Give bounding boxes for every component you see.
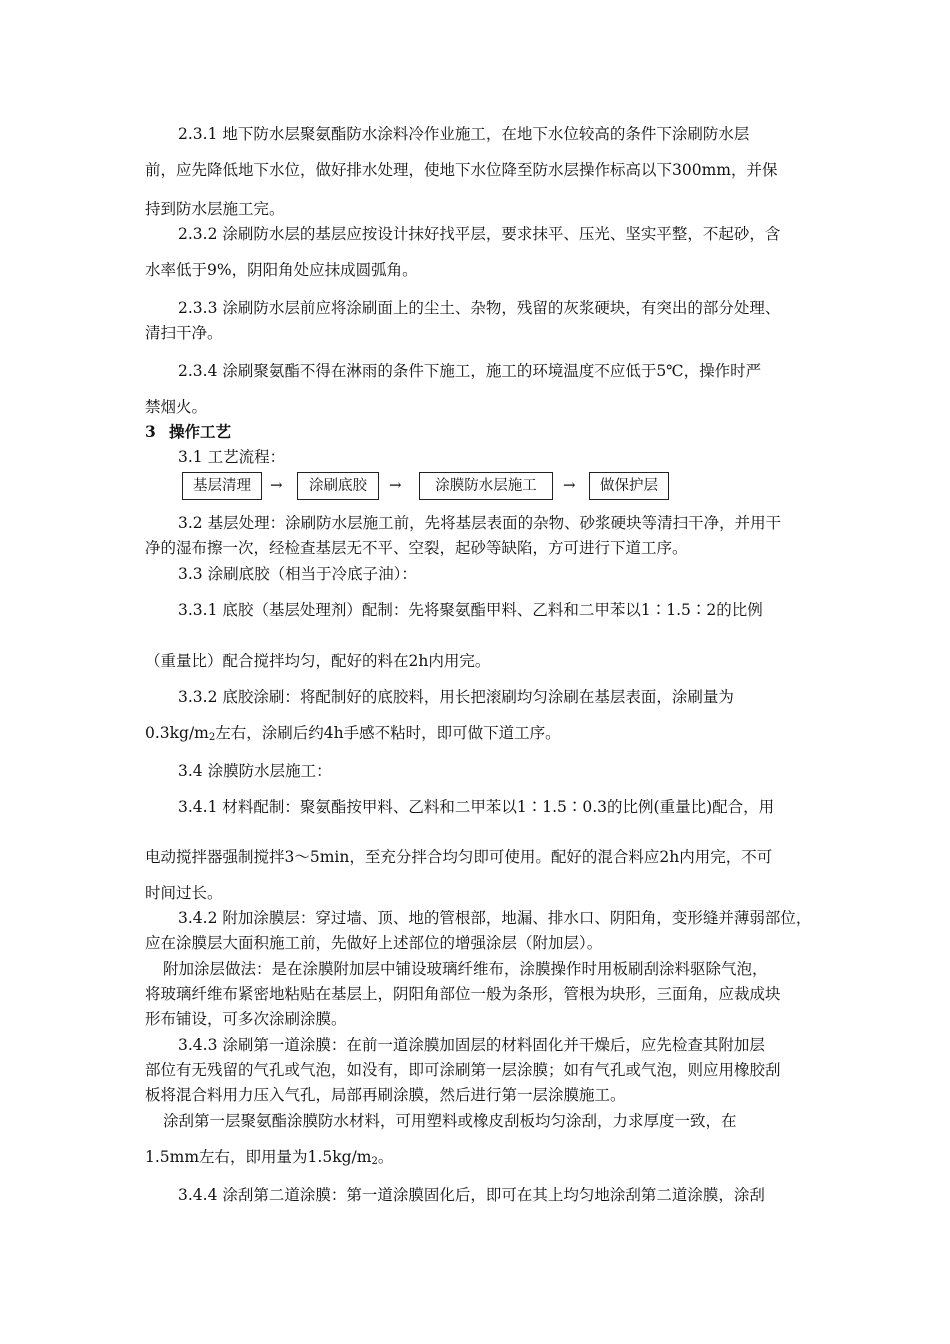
para-3-4-2-line2: 应在涂膜层大面积施工前，先做好上述部位的增强涂层（附加层）。 xyxy=(145,934,603,952)
para-attach-line2: 将玻璃纤维布紧密地粘贴在基层上，阴阳角部位一般为条形，管根为块形，三面角，应裁成块 xyxy=(145,985,781,1003)
para-3-3-1-line2: （重量比）配合搅拌均匀，配好的料在2h内用完。 xyxy=(145,652,491,670)
para-2-3-2-line2: 水率低于9%，阴阳角处应抹成圆弧角。 xyxy=(145,261,418,279)
para-3-2-line1: 3.2 基层处理：涂刷防水层施工前，先将基层表面的杂物、砂浆硬块等清扫干净，并用干 xyxy=(178,514,782,532)
para-3-3-2-line2-b: 左右，涂刷后约4h手感不粘时，即可做下道工序。 xyxy=(215,724,561,742)
para-3-1-line1: 3.1 工艺流程： xyxy=(178,448,286,466)
para-2-3-1-line3: 持到防水层施工完。 xyxy=(145,200,285,218)
para-attach-line3: 形布铺设，可多次涂刷涂膜。 xyxy=(145,1010,347,1028)
para-3-4-1-line3: 时间过长。 xyxy=(145,884,223,902)
para-3-4-3-line2: 部位有无残留的气孔或气泡，如没有，即可涂刷第一层涂膜；如有气孔或气泡，则应用橡胶刮 xyxy=(145,1061,781,1079)
flow-step-2: 涂刷底胶 xyxy=(297,472,379,500)
para-3-2-line2: 净的湿布擦一次，经检查基层无不平、空裂，起砂等缺陷，方可进行下道工序。 xyxy=(145,539,688,557)
section-title: 操作工艺 xyxy=(169,422,232,441)
para-3-4-line1: 3.4 涂膜防水层施工： xyxy=(178,762,332,780)
para-2-3-4-line2: 禁烟火。 xyxy=(145,398,208,416)
para-3-3-line1: 3.3 涂刷底胶（相当于冷底子油）： xyxy=(178,565,417,583)
para-2-3-3-line1: 2.3.3 涂刷防水层前应将涂刷面上的尘土、杂物，残留的灰浆硬块，有突出的部分处理、 xyxy=(178,299,781,317)
flow-arrow-2: → xyxy=(389,476,402,494)
flow-arrow-3: → xyxy=(563,476,576,494)
para-3-4-3-line3: 板将混合料用力压入气孔，局部再刷涂膜，然后进行第一层涂膜施工。 xyxy=(145,1086,626,1104)
para-2-3-3-line2: 清扫干净。 xyxy=(145,324,223,342)
process-flowchart xyxy=(182,472,682,500)
para-3-3-2-line1: 3.3.2 底胶涂刷：将配制好的底胶料，用长把滚刷均匀涂刷在基层表面，涂刷量为 xyxy=(178,688,734,706)
para-3-4-3-line1: 3.4.3 涂刷第一道涂膜：在前一道涂膜加固层的材料固化并干燥后，应先检查其附加层 xyxy=(178,1036,765,1054)
para-3-4-1-line1: 3.4.1 材料配制：聚氨酯按甲料、乙料和二甲苯以1∶1.5∶0.3的比例(重量比)配合，用 xyxy=(178,798,775,816)
para-3-4-1-line2: 电动搅拌器强制搅拌3～5min，至充分拌合均匀即可使用。配好的混合料应2h内用完，不可 xyxy=(145,848,773,866)
para-2-3-1-line2: 前，应先降低地下水位，做好排水处理，使地下水位降至防水层操作标高以下300mm，并保 xyxy=(145,161,778,179)
flow-step-4: 做保护层 xyxy=(589,472,669,500)
flow-step-1: 基层清理 xyxy=(182,472,262,500)
para-3-3-2-line2 xyxy=(145,722,815,749)
para-first-coat-line2 xyxy=(145,1146,815,1173)
para-3-3-2-line2-a: 0.3kg/m xyxy=(145,724,209,742)
para-first-coat-line2-b: 。 xyxy=(377,1148,394,1166)
flow-step-3: 涂膜防水层施工 xyxy=(419,472,553,500)
section-number: 3 xyxy=(145,422,156,441)
para-3-4-2-line1: 3.4.2 附加涂膜层：穿过墙、顶、地的管根部，地漏、排水口、阴阳角，变形缝并薄弱部位， xyxy=(178,909,812,927)
para-2-3-4-line1: 2.3.4 涂刷聚氨酯不得在淋雨的条件下施工，施工的环境温度不应低于5℃，操作时严 xyxy=(178,362,762,380)
para-first-coat-line2-sub: 2 xyxy=(371,1156,378,1167)
para-2-3-1-line1: 2.3.1 地下防水层聚氨酯防水涂料冷作业施工，在地下水位较高的条件下涂刷防水层 xyxy=(178,125,750,143)
para-attach-line1: 附加涂层做法：是在涂膜附加层中铺设玻璃纤维布，涂膜操作时用板刷刮涂料驱除气泡， xyxy=(163,960,768,978)
section-heading xyxy=(145,421,815,443)
para-first-coat-line2-a: 1.5mm左右，即用量为1.5kg/m xyxy=(145,1148,372,1166)
para-3-3-1-line1: 3.3.1 底胶（基层处理剂）配制：先将聚氨酯甲料、乙料和二甲苯以1∶1.5∶2的比例 xyxy=(178,601,763,619)
para-2-3-2-line1: 2.3.2 涂刷防水层的基层应按设计抹好找平层，要求抹平、压光、坚实平整，不起砂，含 xyxy=(178,225,781,243)
flow-arrow-1: → xyxy=(270,476,283,494)
para-3-4-4-line1: 3.4.4 涂刮第二道涂膜：第一道涂膜固化后，即可在其上均匀地涂刮第二道涂膜，涂刮 xyxy=(178,1186,765,1204)
para-first-coat-line1: 涂刮第一层聚氨酯涂膜防水材料，可用塑料或橡皮刮板均匀涂刮，力求厚度一致，在 xyxy=(163,1112,737,1130)
para-3-3-2-line2-sub: 2 xyxy=(208,732,216,743)
